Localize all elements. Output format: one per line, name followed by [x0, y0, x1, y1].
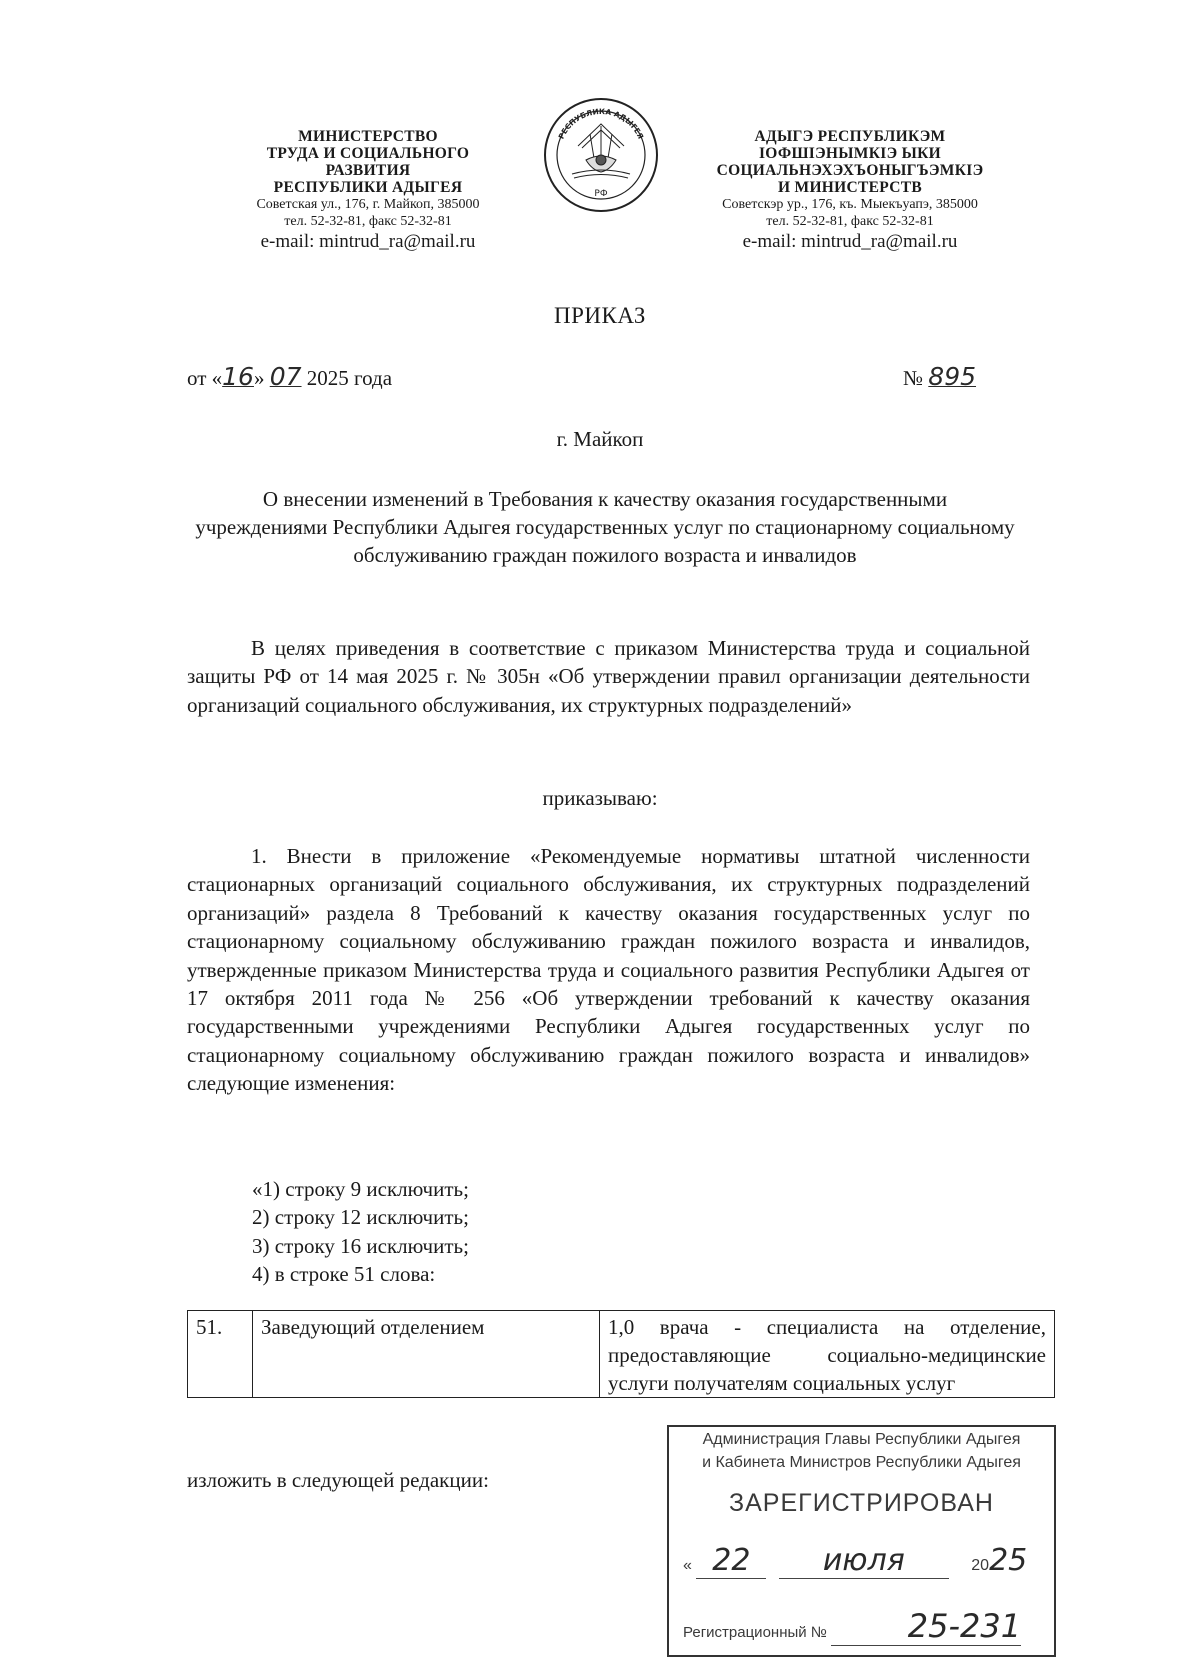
stamp-reg-number: [683, 1607, 1043, 1646]
registration-stamp: [667, 1425, 1056, 1657]
stamp-line: Администрация Главы Республики Адыгея: [702, 1431, 1021, 1448]
org-name-line: СОЦИАЛЬНЭХЭХЪОНЫГЪЭМКІЭ: [716, 162, 984, 179]
changes-list: [252, 1175, 469, 1289]
table-row: [188, 1311, 1055, 1398]
city: г. Майкоп: [556, 427, 644, 451]
date-prefix: от «: [187, 366, 223, 390]
preamble-paragraph: В целях приведения в соответствие с приказом Министерства труда и социальной защиты РФ от 14 мая 2025 г. № 305н «Об утверждении правил организации деятельности организаций социального обслуживания, их структурных подразделений»: [187, 636, 1030, 717]
date-month: 07: [269, 362, 302, 391]
org-email: e-mail: mintrud_ra@mail.ru: [260, 231, 476, 252]
stamp-reg-label: Регистрационный №: [683, 1624, 827, 1641]
list-item: «1) строку 9 исключить;: [252, 1177, 469, 1201]
org-address: Советскэр ур., 176, къ. Мыекъуапэ, 385000: [722, 197, 978, 212]
date-suffix: 2025 года: [301, 366, 393, 390]
clause-1-paragraph: 1. Внести в приложение «Рекомендуемые нормативы штатной численности стационарных организаций социального обслуживания, их структурных подразделений организаций» раздела 8 Требований к качеству оказания государственных услуг по стационарному социальному обслуживанию граждан пожилого возраста и инвалидов, утвержденные приказом Министерства труда и социального развития Республики Адыгея от 17 октября 2011 года № 256 «Об утверждении требований к качеству оказания государственными учреждениями Республики Адыгея государственных услуг по стационарному социальному обслуживанию граждан пожилого возраста и инвалидов» следующие изменения:: [187, 844, 1030, 1096]
stamp-line: и Кабинета Министров Республики Адыгея: [702, 1454, 1021, 1471]
after-table-text: изложить в следующей редакции:: [187, 1468, 489, 1492]
emblem-text-bottom: РФ: [594, 189, 608, 199]
stamp-date: [683, 1543, 1043, 1579]
order-word: приказываю:: [542, 786, 658, 810]
number-value: 895: [928, 362, 977, 391]
number-prefix: №: [903, 366, 929, 390]
stamp-reg-value: 25-231: [907, 1607, 1022, 1645]
stamp-registered: ЗАРЕГИСТРИРОВАН: [729, 1489, 994, 1517]
emblem-text-top: РЕСПУБЛИКА АДЫГЕЯ: [556, 106, 646, 141]
coat-of-arms-icon: [542, 96, 660, 214]
document-title: ПРИКАЗ: [554, 303, 646, 328]
org-name-line: АДЫГЭ РЕСПУБЛИКЭМ: [754, 128, 946, 145]
list-item: 2) строку 12 исключить;: [252, 1205, 469, 1230]
org-phone: тел. 52-32-81, факс 52-32-81: [284, 214, 452, 229]
org-name-line: ІОФШІЭНЫМКІЭ ЫКИ: [758, 145, 942, 162]
list-item: 4) в строке 51 слова:: [252, 1262, 436, 1287]
org-name-line: РЕСПУБЛИКИ АДЫГЕЯ: [273, 179, 463, 196]
org-name-line: МИНИСТЕРСТВО: [298, 128, 438, 145]
order-date: [187, 362, 392, 391]
org-name-line: ТРУДА И СОЦИАЛЬНОГО: [266, 145, 470, 162]
header-left: [218, 128, 518, 254]
date-day: 16: [222, 362, 254, 391]
list-item: 3) строку 16 исключить;: [252, 1233, 469, 1258]
order-subject: О внесении изменений в Требования к качеству оказания государственными учреждениями Республики Адыгея государственных услуг по стационарному социальному обслуживанию граждан пожилого возраста и инвалидов: [195, 487, 1015, 567]
org-name-line: РАЗВИТИЯ: [325, 162, 411, 179]
stamp-day: 22: [712, 1543, 751, 1578]
org-address: Советская ул., 176, г. Майкоп, 385000: [256, 197, 480, 212]
order-number: [903, 362, 976, 391]
org-name-line: И МИНИСТЕРСТВ: [777, 179, 923, 196]
stamp-month: июля: [822, 1543, 905, 1578]
org-phone: тел. 52-32-81, факс 52-32-81: [766, 214, 934, 229]
position-cell: Заведующий отделением: [253, 1311, 600, 1398]
stamp-year-suffix: 25: [989, 1543, 1028, 1578]
stamp-quote: «: [683, 1557, 692, 1574]
stamp-year-prefix: 20: [971, 1557, 990, 1574]
row-51-table: [187, 1310, 1055, 1398]
org-email: e-mail: mintrud_ra@mail.ru: [742, 231, 958, 252]
header-right: [690, 128, 1010, 254]
date-sep: »: [253, 366, 270, 390]
row-number-cell: 51.: [188, 1311, 253, 1398]
norm-cell: 1,0 врача - специалиста на отделение, предоставляющие социально-медицинские услуги получателям социальных услуг: [600, 1311, 1055, 1398]
